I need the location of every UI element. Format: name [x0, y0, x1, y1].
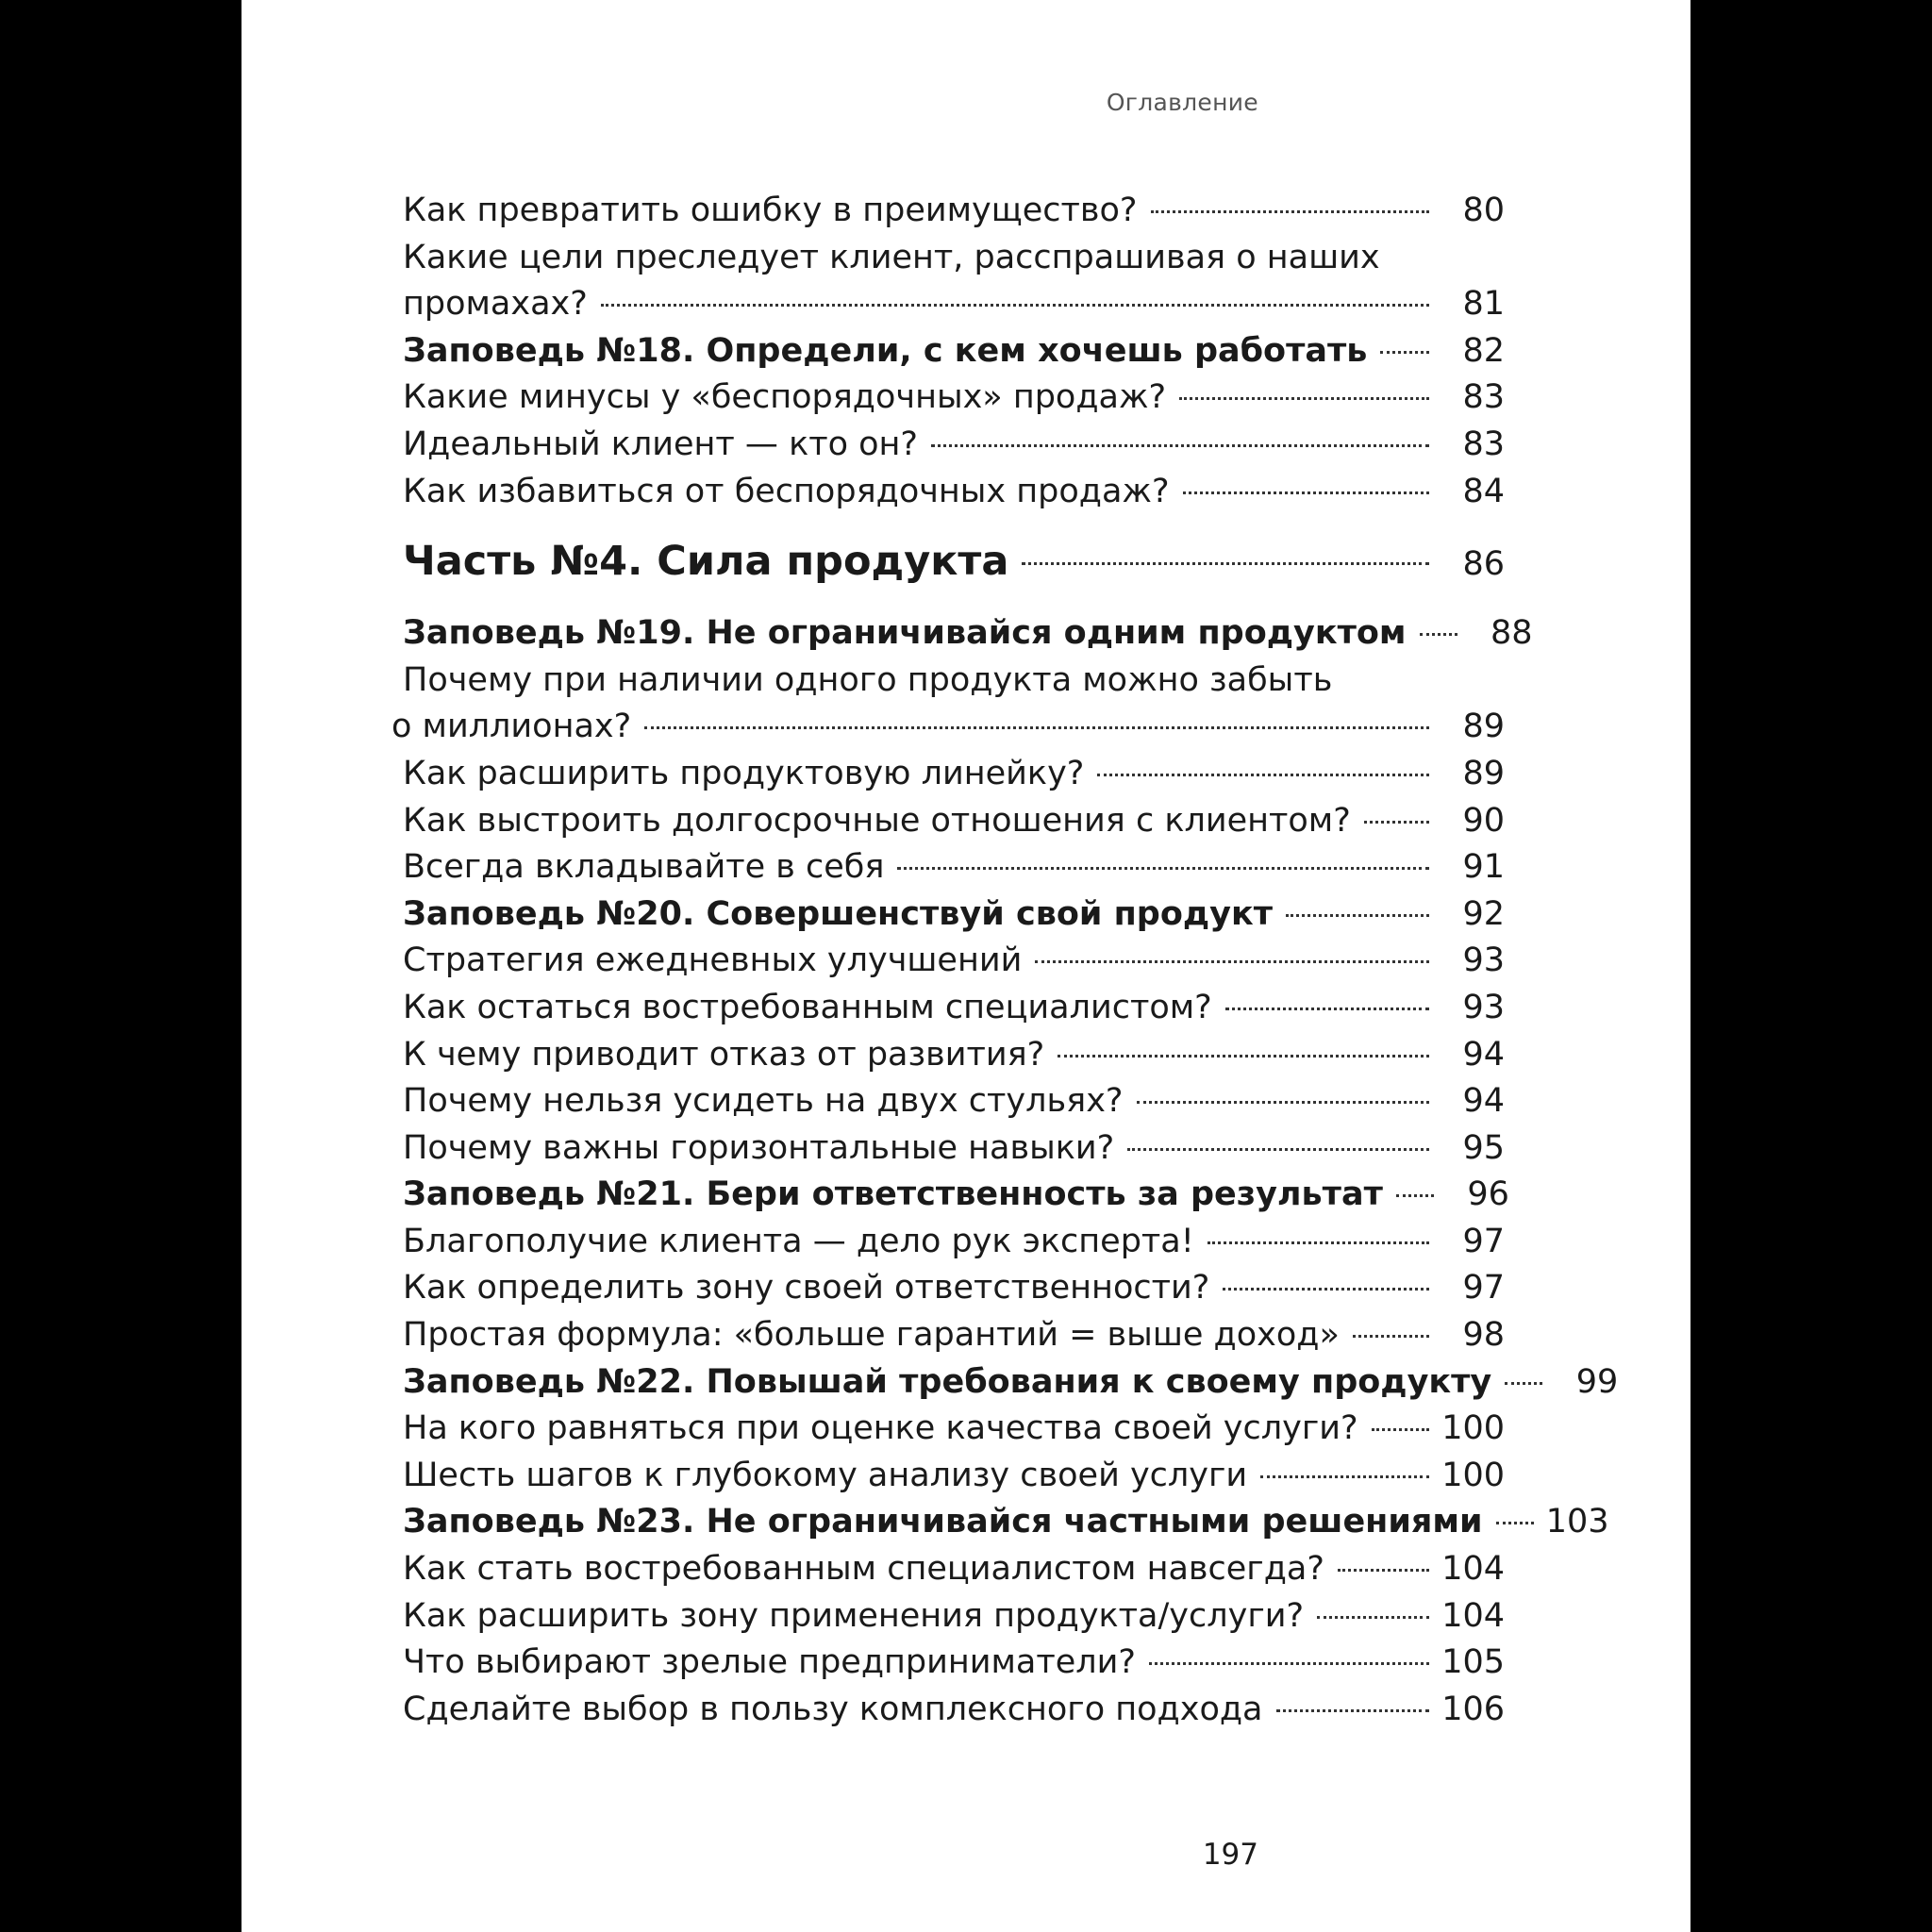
dot-leader	[1286, 914, 1429, 917]
toc-entry	[403, 1078, 1505, 1125]
toc-entry-title: Заповедь №21. Бери ответственность за результат	[403, 1175, 1383, 1214]
toc-entry-page: 93	[1462, 988, 1505, 1026]
toc-entry-title: Заповедь №20. Совершенствуй свой продукт	[403, 894, 1273, 933]
toc-entry-title: Как расширить зону применения продукта/услуги?	[403, 1596, 1305, 1635]
toc-entry-page: 89	[1462, 754, 1505, 792]
dot-leader	[1151, 210, 1429, 213]
toc-entry	[403, 844, 1505, 891]
toc-commandment	[403, 1499, 1609, 1546]
toc-entry	[403, 235, 1505, 328]
toc-entry	[403, 1453, 1505, 1500]
toc-entry-title: Как расширить продуктовую линейку?	[403, 754, 1085, 792]
dot-leader	[1496, 1522, 1534, 1524]
toc-entry	[403, 1032, 1505, 1079]
dot-leader	[1353, 1335, 1429, 1338]
toc-commandment	[403, 1359, 1619, 1407]
dot-leader	[1183, 491, 1429, 494]
dot-leader	[1022, 562, 1429, 565]
toc-entry-page: 94	[1462, 1035, 1505, 1074]
toc-entry-title: Сделайте выбор в пользу комплексного подхода	[403, 1690, 1263, 1728]
toc-entry-title: Почему нельзя усидеть на двух стульях?	[403, 1082, 1124, 1121]
dot-leader	[1035, 960, 1429, 963]
toc-entry-page: 81	[1462, 285, 1505, 324]
toc-entry	[403, 751, 1505, 798]
dot-leader	[1223, 1288, 1429, 1291]
toc-entry-title: Заповедь №22. Повышай требования к своему продукту	[403, 1362, 1492, 1401]
dot-leader	[1179, 397, 1429, 400]
toc-entry-title: Что выбирают зрелые предприниматели?	[403, 1643, 1136, 1682]
toc-commandment	[403, 891, 1505, 939]
toc-entry-page: 94	[1462, 1082, 1505, 1121]
toc-entry-page: 83	[1462, 425, 1505, 463]
book-page	[242, 0, 1690, 1932]
toc-entry-page: 89	[1462, 708, 1505, 746]
toc-entry-page: 92	[1462, 894, 1505, 933]
dot-leader	[1260, 1475, 1429, 1478]
dot-leader	[1127, 1148, 1429, 1151]
toc-part-heading	[403, 534, 1505, 591]
dot-leader	[931, 444, 1429, 447]
dot-leader	[644, 726, 1429, 729]
toc-entry-page: 80	[1462, 192, 1505, 229]
toc-entry-title: Шесть шагов к глубокому анализу своей услуги	[403, 1456, 1248, 1494]
toc-entry	[403, 1312, 1505, 1359]
dot-leader	[1097, 774, 1429, 776]
toc-entry	[403, 1219, 1505, 1266]
toc-entry-title: Как выстроить долгосрочные отношения с клиентом?	[403, 801, 1351, 840]
toc-entry-page: 105	[1441, 1643, 1505, 1682]
toc-entry-title: Заповедь №19. Не ограничивайся одним продуктом	[403, 614, 1407, 653]
toc-entry	[403, 938, 1505, 985]
dot-leader	[1276, 1709, 1429, 1712]
toc-entry	[403, 1265, 1505, 1312]
toc-part-title: Часть №4. Сила продукта	[403, 538, 1009, 586]
dot-leader	[601, 304, 1429, 307]
toc-entry	[403, 375, 1505, 422]
dot-leader	[1208, 1241, 1429, 1244]
toc-entry-title-line1: Почему при наличии одного продукта можно забыть	[403, 660, 1333, 699]
toc-entry-title: Почему важны горизонтальные навыки?	[403, 1128, 1115, 1167]
toc-entry-title: Заповедь №18. Определи, с кем хочешь работать	[403, 331, 1368, 370]
toc-entry-page: 82	[1462, 331, 1505, 370]
toc-entry	[403, 985, 1505, 1032]
toc-entry-page: 91	[1462, 848, 1505, 887]
toc-entry-page: 106	[1441, 1690, 1505, 1728]
dot-leader	[1149, 1662, 1429, 1665]
toc-entry-page: 99	[1575, 1362, 1619, 1401]
toc-entry-title: Благополучие клиента — дело рук эксперта!	[403, 1222, 1194, 1260]
dot-leader	[1058, 1055, 1429, 1058]
running-header: Оглавление	[1106, 89, 1258, 116]
toc-entry-title: Стратегия ежедневных улучшений	[403, 941, 1023, 980]
toc-entry	[403, 1593, 1505, 1641]
toc-entry-page: 90	[1462, 801, 1505, 840]
dot-leader	[897, 867, 1429, 870]
toc-entry-title: На кого равняться при оценке качества своей услуги?	[403, 1409, 1358, 1448]
toc-entry-title: Как определить зону своей ответственности?	[403, 1269, 1210, 1307]
toc-entry	[391, 658, 1505, 751]
toc-entry-title: Как избавиться от беспорядочных продаж?	[403, 472, 1170, 510]
toc-entry-title: Как превратить ошибку в преимущество?	[403, 192, 1138, 229]
toc-entry	[403, 1125, 1505, 1173]
dot-leader	[1380, 351, 1429, 354]
toc-entry	[403, 1406, 1505, 1453]
toc-commandment	[403, 328, 1505, 375]
toc-entry-title: Какие минусы у «беспорядочных» продаж?	[403, 378, 1167, 417]
dot-leader	[1137, 1101, 1430, 1104]
toc-entry-title: Идеальный клиент — кто он?	[403, 425, 919, 463]
toc-entry-page: 97	[1462, 1222, 1505, 1260]
toc-entry	[403, 188, 1505, 235]
toc-entry-page: 95	[1462, 1128, 1505, 1167]
toc-entry-title: Всегда вкладывайте в себя	[403, 848, 885, 887]
toc-entry-page: 93	[1462, 941, 1505, 980]
toc-entry-page: 96	[1467, 1175, 1509, 1214]
dot-leader	[1420, 633, 1457, 636]
toc-entry-title: К чему приводит отказ от развития?	[403, 1035, 1045, 1074]
toc-commandment	[403, 1172, 1509, 1219]
dot-leader	[1505, 1382, 1542, 1385]
toc-commandment	[403, 610, 1533, 658]
toc-entry-page: 98	[1462, 1316, 1505, 1355]
toc-entry	[403, 798, 1505, 845]
toc-entry	[403, 1687, 1505, 1734]
toc-entry-title: Как стать востребованным специалистом навсегда?	[403, 1550, 1324, 1589]
toc-entry-title: Как остаться востребованным специалистом?	[403, 988, 1212, 1026]
dot-leader	[1372, 1428, 1429, 1431]
toc-entry-page: 100	[1441, 1456, 1505, 1494]
toc-entry-title: Простая формула: «больше гарантий = выше доход»	[403, 1316, 1340, 1355]
toc-entry	[403, 1546, 1505, 1593]
toc-entry-page: 86	[1462, 545, 1505, 584]
toc-entry	[403, 1640, 1505, 1687]
toc-entry-page: 88	[1490, 614, 1533, 653]
toc-entry-page: 100	[1441, 1409, 1505, 1448]
toc-entry-page: 97	[1462, 1269, 1505, 1307]
table-of-contents	[391, 188, 1619, 1733]
dot-leader	[1225, 1008, 1429, 1010]
toc-entry-page: 103	[1545, 1503, 1609, 1541]
toc-entry-page: 83	[1462, 378, 1505, 417]
dot-leader	[1338, 1569, 1429, 1572]
toc-entry-title: промахах?	[403, 285, 588, 324]
dot-leader	[1396, 1194, 1434, 1197]
page-number: 197	[1202, 1838, 1258, 1872]
toc-entry	[403, 422, 1505, 469]
toc-entry-title: о миллионах?	[391, 708, 632, 746]
dot-leader	[1364, 821, 1429, 824]
toc-entry-page: 104	[1441, 1596, 1505, 1635]
toc-entry-page: 84	[1462, 472, 1505, 510]
dot-leader	[1317, 1616, 1429, 1619]
toc-entry-title-line1: Какие цели преследует клиент, расспрашивая о наших	[403, 238, 1380, 276]
toc-entry	[403, 469, 1505, 516]
toc-entry-title: Заповедь №23. Не ограничивайся частными решениями	[403, 1503, 1483, 1541]
toc-entry-page: 104	[1441, 1550, 1505, 1589]
